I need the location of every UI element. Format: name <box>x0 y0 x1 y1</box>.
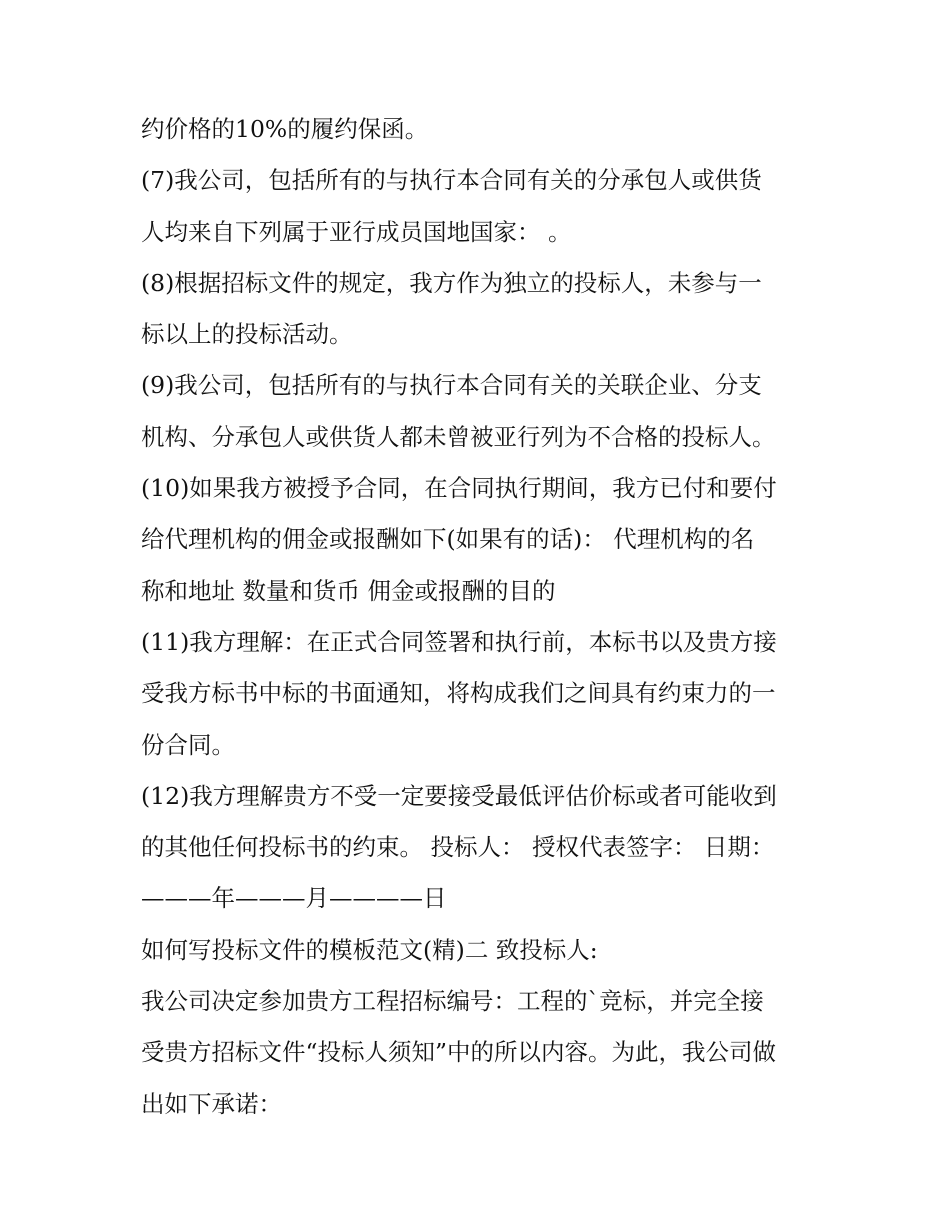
text-line: 的其他任何投标书的约束。 投标人： 授权代表签字： 日期： <box>141 833 775 862</box>
text-line: (7)我公司，包括所有的与执行本合同有关的分承包人或供货 <box>141 166 762 195</box>
text-line: (10)如果我方被授予合同，在合同执行期间，我方已付和要付 <box>141 474 777 503</box>
section-heading: 如何写投标文件的模板范文(精)二 致投标人: <box>141 935 598 964</box>
text-line: 给代理机构的佣金或报酬如下(如果有的话)： 代理机构的名 <box>141 525 755 554</box>
text-line: 出如下承诺： <box>141 1089 282 1118</box>
text-line: 受贵方招标文件“投标人须知”中的所以内容。为此，我公司做 <box>141 1038 777 1067</box>
text-line: 称和地址 数量和货币 佣金或报酬的目的 <box>141 576 556 605</box>
text-line: (12)我方理解贵方不受一定要接受最低评估价标或者可能收到 <box>141 781 777 810</box>
text-line: 标以上的投标活动。 <box>141 320 353 349</box>
text-line: 人均来自下列属于亚行成员国地国家： 。 <box>141 217 572 246</box>
text-line: 我公司决定参加贵方工程招标编号：工程的`竞标，并完全接 <box>141 987 764 1016</box>
document-body <box>141 104 821 1130</box>
text-line: (11)我方理解：在正式合同签署和执行前，本标书以及贵方接 <box>141 627 777 656</box>
text-line: 受我方标书中标的书面通知，将构成我们之间具有约束力的一 <box>141 679 776 708</box>
date-signature-line: ———年———月————日 <box>141 884 447 913</box>
text-line: (8)根据招标文件的规定，我方作为独立的投标人，未参与一 <box>141 268 762 297</box>
text-line: 份合同。 <box>141 730 235 759</box>
text-line: 约价格的10%的履约保函。 <box>141 115 429 143</box>
text-line: 机构、分承包人或供货人都未曾被亚行列为不合格的投标人。 <box>141 422 776 451</box>
text-line: (9)我公司，包括所有的与执行本合同有关的关联企业、分支 <box>141 371 762 400</box>
